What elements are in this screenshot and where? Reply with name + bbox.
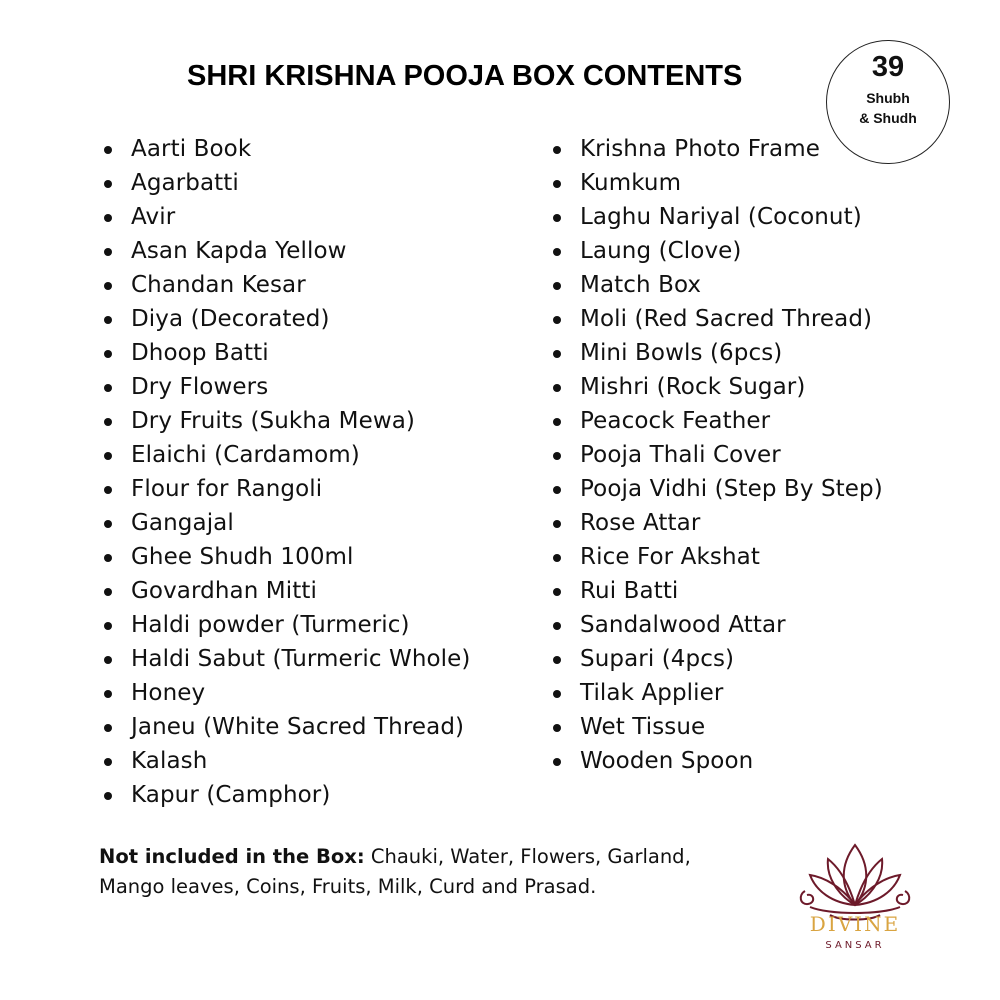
list-item: Agarbatti [99,166,471,200]
list-item: Elaichi (Cardamom) [99,438,471,472]
list-item: Chandan Kesar [99,268,471,302]
badge-count: 39 [871,51,905,83]
badge-line-2: & Shudh [859,110,917,126]
list-item: Haldi Sabut (Turmeric Whole) [99,642,471,676]
list-item: Dry Flowers [99,370,471,404]
list-item: Laung (Clove) [548,234,883,268]
list-item: Wet Tissue [548,710,883,744]
list-item: Avir [99,200,471,234]
list-item: Diya (Decorated) [99,302,471,336]
list-item: Match Box [548,268,883,302]
list-item: Flour for Rangoli [99,472,471,506]
list-item: Honey [99,676,471,710]
list-item: Kapur (Camphor) [99,778,471,812]
list-item: Aarti Book [99,132,471,166]
logo-sub: SANSAR [825,940,885,951]
list-item: Ghee Shudh 100ml [99,540,471,574]
list-item: Peacock Feather [548,404,883,438]
list-item: Pooja Thali Cover [548,438,883,472]
logo-name: DIVINE [809,912,901,936]
not-included-note [99,842,719,902]
list-item: Kalash [99,744,471,778]
list-item: Gangajal [99,506,471,540]
list-item: Supari (4pcs) [548,642,883,676]
list-item: Laghu Nariyal (Coconut) [548,200,883,234]
list-item: Rui Batti [548,574,883,608]
contents-list-right [548,132,883,778]
list-item: Rice For Akshat [548,540,883,574]
list-item: Janeu (White Sacred Thread) [99,710,471,744]
list-item: Asan Kapda Yellow [99,234,471,268]
list-item: Pooja Vidhi (Step By Step) [548,472,883,506]
list-item: Tilak Applier [548,676,883,710]
list-item: Kumkum [548,166,883,200]
list-item: Krishna Photo Frame [548,132,883,166]
list-item: Wooden Spoon [548,744,883,778]
not-included-label: Not included in the Box: [99,845,365,868]
list-item: Sandalwood Attar [548,608,883,642]
not-included-text: Chauki, Water, Flowers, Garland, Mango leaves, Coins, Fruits, Milk, Curd and Prasad. [99,845,691,898]
list-item: Mishri (Rock Sugar) [548,370,883,404]
list-item: Moli (Red Sacred Thread) [548,302,883,336]
list-item: Haldi powder (Turmeric) [99,608,471,642]
list-item: Rose Attar [548,506,883,540]
list-item: Dhoop Batti [99,336,471,370]
list-item: Govardhan Mitti [99,574,471,608]
page-title: SHRI KRISHNA POOJA BOX CONTENTS [187,60,743,92]
badge-line-1: Shubh [866,90,910,106]
list-item: Dry Fruits (Sukha Mewa) [99,404,471,438]
contents-list-left [99,132,471,812]
list-item: Mini Bowls (6pcs) [548,336,883,370]
